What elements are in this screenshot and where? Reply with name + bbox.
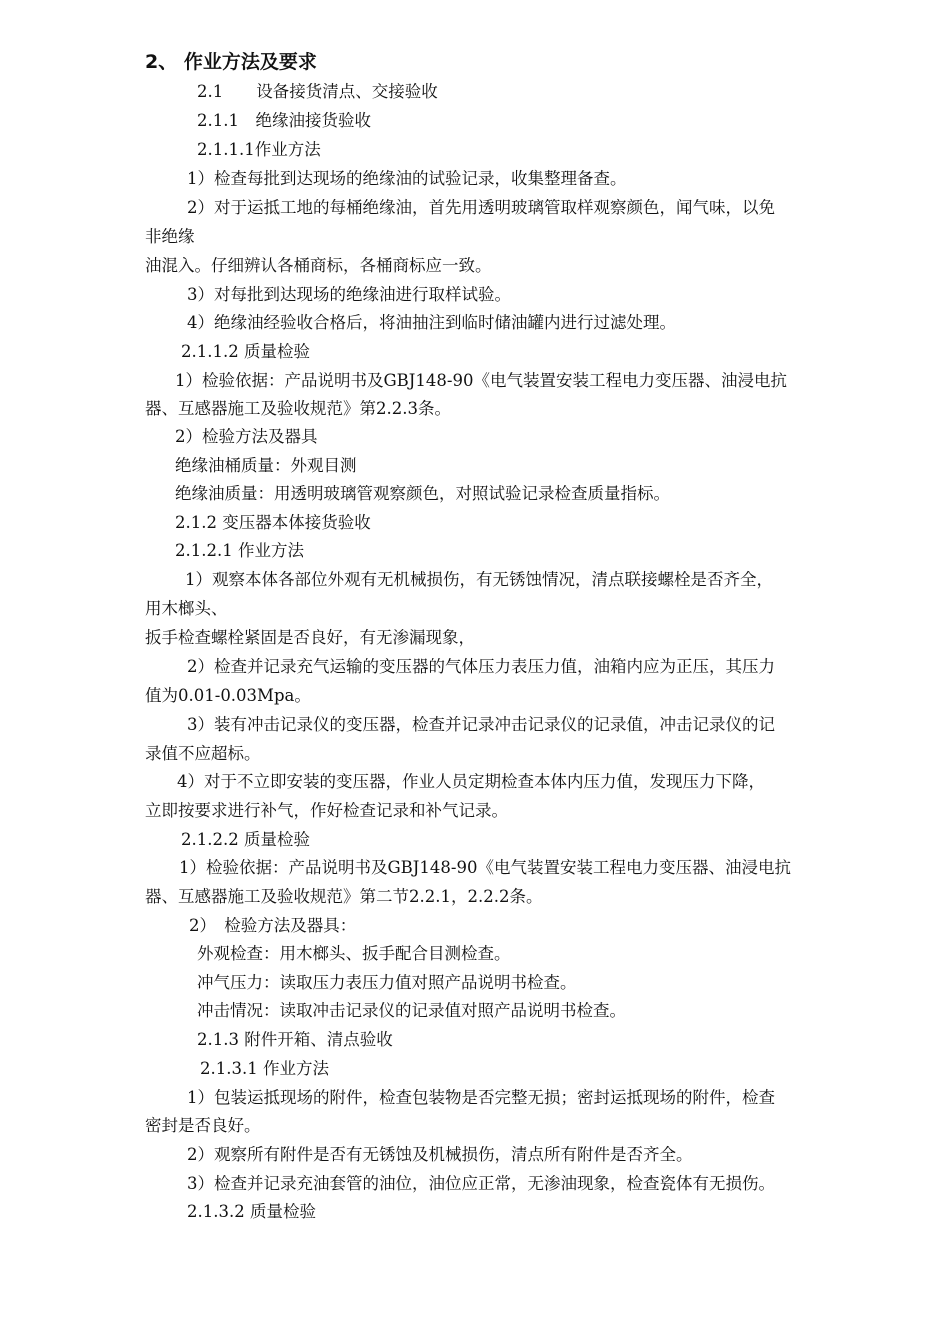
paragraph-line: 3）对每批到达现场的绝缘油进行取样试验。 bbox=[187, 285, 511, 304]
paragraph-line: 器、互感器施工及验收规范》第2.2.3条。 bbox=[145, 399, 451, 418]
paragraph-line: 2）检查并记录充气运输的变压器的气体压力表压力值，油箱内应为正压，其压力 bbox=[187, 657, 775, 676]
paragraph-line: 器、互感器施工及验收规范》第二节2.2.1，2.2.2条。 bbox=[145, 887, 543, 906]
paragraph-line: 冲击情况：读取冲击记录仪的记录值对照产品说明书检查。 bbox=[197, 1001, 626, 1020]
subsection-title: 2.1.1.1作业方法 bbox=[197, 140, 321, 159]
paragraph-line: 3）检查并记录充油套管的油位，油位应正常，无渗油现象，检查瓷体有无损伤。 bbox=[187, 1174, 775, 1193]
paragraph-line: 2）观察所有附件是否有无锈蚀及机械损伤，清点所有附件是否齐全。 bbox=[187, 1145, 693, 1164]
subsection-title: 2.1.2 变压器本体接货验收 bbox=[175, 513, 371, 532]
subsection-title: 2.1 设备接货清点、交接验收 bbox=[197, 82, 438, 101]
paragraph-line: 绝缘油质量：用透明玻璃管观察颜色，对照试验记录检查质量指标。 bbox=[175, 484, 670, 503]
subsection-title: 2.1.2.1 作业方法 bbox=[175, 541, 304, 560]
paragraph-line: 绝缘油桶质量：外观目测 bbox=[175, 456, 357, 475]
paragraph-line: 冲气压力：读取压力表压力值对照产品说明书检查。 bbox=[197, 973, 577, 992]
paragraph-line: 外观检查：用木榔头、扳手配合目测检查。 bbox=[197, 944, 511, 963]
paragraph-line: 用木榔头、 bbox=[145, 599, 228, 618]
paragraph-line: 2）检验方法及器具 bbox=[175, 427, 318, 446]
paragraph-line: 立即按要求进行补气，作好检查记录和补气记录。 bbox=[145, 801, 508, 820]
subsection-title: 2.1.3.2 质量检验 bbox=[187, 1202, 316, 1221]
subsection-title: 2.1.3 附件开箱、清点验收 bbox=[197, 1030, 393, 1049]
subsection-title: 2.1.2.2 质量检验 bbox=[181, 830, 310, 849]
subsection-title: 2.1.1.2 质量检验 bbox=[181, 342, 310, 361]
paragraph-line: 1）观察本体各部位外观有无机械损伤，有无锈蚀情况，清点联接螺栓是否齐全， bbox=[185, 570, 773, 589]
paragraph-line: 1）检查每批到达现场的绝缘油的试验记录，收集整理备查。 bbox=[187, 169, 627, 188]
paragraph-line: 1）检验依据：产品说明书及GBJ148-90《电气装置安装工程电力变压器、油浸电抗 bbox=[179, 858, 791, 877]
section-heading: 2、 作业方法及要求 bbox=[145, 51, 317, 73]
paragraph-line: 扳手检查螺栓紧固是否良好，有无渗漏现象， bbox=[145, 628, 475, 647]
paragraph-line: 非绝缘 bbox=[145, 227, 195, 246]
paragraph-line: 2）对于运抵工地的每桶绝缘油，首先用透明玻璃管取样观察颜色，闻气味，以免 bbox=[187, 198, 775, 217]
paragraph-line: 油混入。仔细辨认各桶商标，各桶商标应一致。 bbox=[145, 256, 492, 275]
paragraph-line: 3）装有冲击记录仪的变压器，检查并记录冲击记录仪的记录值，冲击记录仪的记 bbox=[187, 715, 775, 734]
subsection-title: 2.1.3.1 作业方法 bbox=[200, 1059, 329, 1078]
paragraph-line: 密封是否良好。 bbox=[145, 1116, 261, 1135]
paragraph-line: 1）检验依据：产品说明书及GBJ148-90《电气装置安装工程电力变压器、油浸电抗 bbox=[175, 371, 787, 390]
paragraph-line: 2） 检验方法及器具： bbox=[189, 916, 357, 935]
subsection-title: 2.1.1 绝缘油接货验收 bbox=[197, 111, 371, 130]
paragraph-line: 4）对于不立即安装的变压器，作业人员定期检查本体内压力值，发现压力下降， bbox=[177, 772, 765, 791]
paragraph-line: 录值不应超标。 bbox=[145, 744, 261, 763]
paragraph-line: 值为0.01-0.03Mpa。 bbox=[145, 686, 311, 705]
paragraph-line: 4）绝缘油经验收合格后，将油抽注到临时储油罐内进行过滤处理。 bbox=[187, 313, 676, 332]
paragraph-line: 1）包装运抵现场的附件，检查包装物是否完整无损；密封运抵现场的附件，检查 bbox=[187, 1088, 775, 1107]
